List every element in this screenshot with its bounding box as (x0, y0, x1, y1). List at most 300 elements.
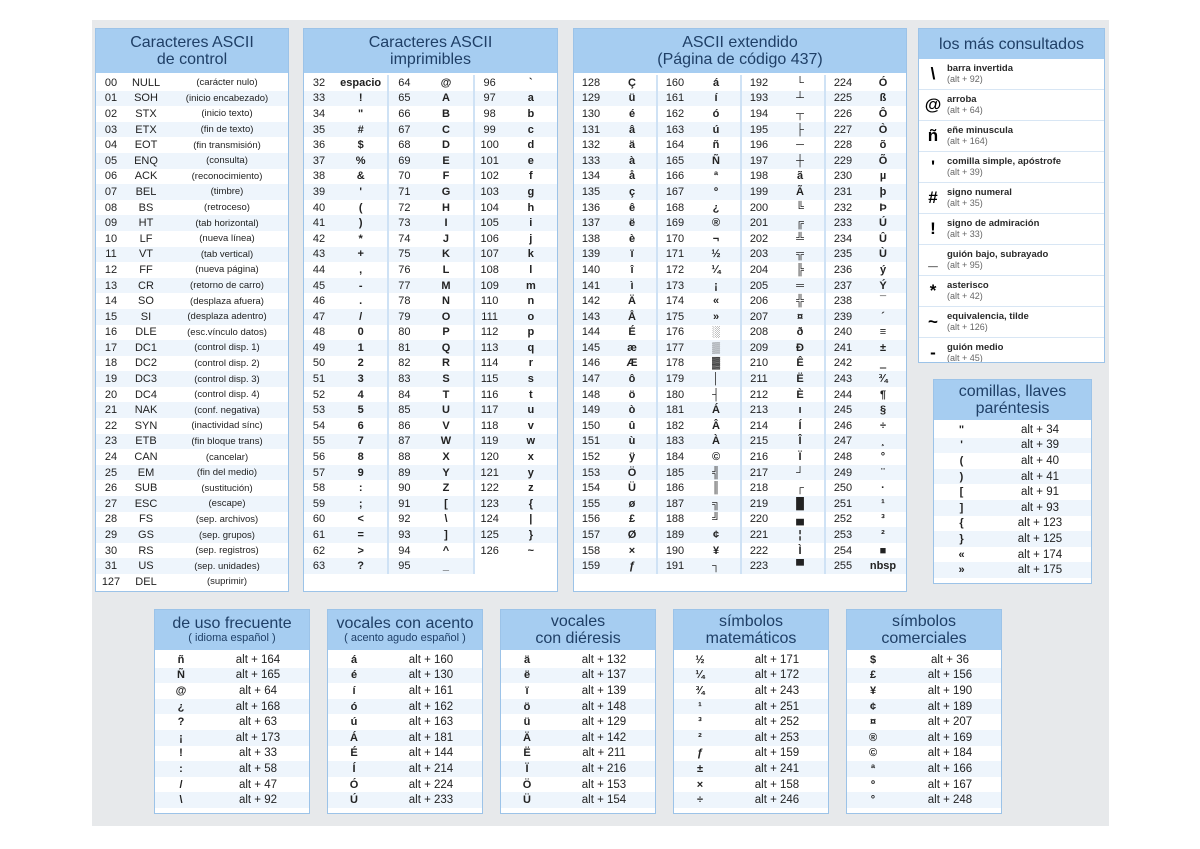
printable-code: 99 (483, 123, 496, 136)
printable-row (304, 215, 387, 231)
extended-code: 185 (665, 466, 685, 479)
printable-code: 102 (480, 170, 499, 183)
dier-char: Ä (523, 731, 531, 744)
printable-code: 112 (480, 326, 499, 339)
extended-char: Ï (798, 451, 802, 464)
extended-code: 194 (749, 107, 769, 120)
printable-char: ? (357, 560, 365, 573)
quotes-row (934, 547, 1091, 563)
extended-char: │ (712, 373, 720, 386)
printable-row (389, 309, 472, 325)
extended-row (658, 153, 740, 169)
control-code: 08 (104, 201, 118, 214)
quotes-row (934, 453, 1091, 469)
extended-char: ù (628, 435, 636, 448)
printable-row (389, 153, 472, 169)
control-abbr: US (138, 560, 154, 573)
extended-char: î (630, 263, 634, 276)
extended-row (658, 527, 740, 543)
extended-code: 221 (749, 529, 769, 542)
math-row (674, 730, 828, 746)
extended-code: 247 (833, 435, 853, 448)
extended-char: ═ (796, 279, 804, 292)
commercial-alt: alt + 36 (930, 653, 970, 666)
control-abbr: HT (138, 217, 154, 230)
accent-row (328, 761, 482, 777)
control-code: 21 (104, 404, 118, 417)
printable-char: n (527, 295, 535, 308)
extended-row (574, 512, 656, 528)
printable-row (389, 215, 472, 231)
control-row (96, 325, 288, 341)
printable-code: 71 (398, 185, 411, 198)
control-abbr: SOH (134, 92, 158, 105)
most-alt: (alt + 164) (947, 136, 988, 146)
extended-char: ¢ (712, 529, 720, 542)
printable-char: i (529, 217, 533, 230)
printable-row (389, 91, 472, 107)
printable-char: { (528, 497, 533, 510)
extended-row (742, 215, 824, 231)
extended-code: 232 (833, 201, 853, 214)
extended-char: Ö (627, 466, 637, 479)
most-title: los más consultados (939, 35, 1084, 53)
printable-row (475, 247, 557, 263)
printable-code: 124 (480, 513, 499, 526)
printable-row (304, 325, 387, 341)
math-alt: alt + 159 (754, 747, 800, 760)
printable-code: 93 (398, 529, 411, 542)
extended-char: ╠ (796, 263, 804, 276)
extended-char: ¯ (879, 295, 887, 308)
extended-code: 136 (581, 201, 601, 214)
control-code: 28 (104, 513, 118, 526)
extended-code: 254 (833, 544, 853, 557)
control-row (96, 215, 288, 231)
control-desc: (reconocimiento) (191, 170, 263, 182)
extended-char: æ (627, 341, 637, 354)
extended-code: 191 (665, 560, 685, 573)
most-label: comilla simple, apóstrofe (947, 156, 1062, 167)
printable-code: 52 (312, 388, 326, 401)
printable-char: k (527, 248, 534, 261)
extended-char: µ (879, 170, 887, 183)
extended-row (742, 91, 824, 107)
control-row (96, 293, 288, 309)
extended-char: Æ (626, 357, 638, 370)
control-abbr: EM (137, 466, 155, 479)
accent-row (328, 714, 482, 730)
most-symbol: * (929, 281, 937, 300)
printable-code: 105 (480, 217, 499, 230)
printable-row (475, 122, 557, 138)
printable-row (304, 449, 387, 465)
most-consulted-item (919, 152, 1104, 183)
extended-code: 193 (749, 92, 769, 105)
extended-char: ò (628, 404, 636, 417)
extended-row (742, 231, 824, 247)
control-desc: (sep. unidades) (194, 560, 260, 572)
extended-row (574, 75, 656, 91)
printable-code: 36 (312, 139, 326, 152)
commercial-alt: alt + 248 (927, 794, 973, 807)
control-abbr: ETX (135, 123, 157, 136)
extended-char: Ô (878, 107, 888, 120)
printable-char: } (528, 529, 533, 542)
extended-char: ± (879, 341, 887, 354)
printable-row (389, 371, 472, 387)
extended-row (742, 262, 824, 278)
most-consulted-item (919, 90, 1104, 121)
frequent-row (155, 683, 309, 699)
control-desc: (control disp. 4) (194, 389, 260, 401)
extended-char: å (628, 170, 636, 183)
extended-row (574, 169, 656, 185)
dier-row (501, 699, 655, 715)
frequent-alt: alt + 47 (238, 778, 278, 791)
math-char: ¼ (695, 669, 705, 682)
extended-row (658, 543, 740, 559)
commercial-alt: alt + 189 (927, 700, 973, 713)
extended-row (826, 293, 906, 309)
extended-char: Î (798, 435, 802, 448)
control-desc: (control disp. 3) (194, 373, 260, 385)
printable-char: v (527, 419, 534, 432)
control-abbr: NAK (134, 404, 158, 417)
control-desc: (sep. archivos) (195, 513, 259, 525)
extended-row (826, 184, 906, 200)
printable-char: s (527, 373, 534, 386)
control-row (96, 356, 288, 372)
printable-row (475, 480, 557, 496)
extended-column (742, 75, 826, 574)
extended-row (826, 262, 906, 278)
control-row (96, 512, 288, 528)
dier-title: vocales (550, 613, 606, 630)
extended-char: « (712, 295, 720, 308)
quotes-row (934, 516, 1091, 532)
control-code: 24 (104, 451, 118, 464)
extended-row (658, 293, 740, 309)
extended-code: 135 (581, 185, 601, 198)
accent-row (328, 699, 482, 715)
extended-char: └ (796, 76, 804, 89)
frequent-row (155, 777, 309, 793)
math-alt: alt + 253 (754, 731, 800, 744)
most-text (947, 63, 1013, 85)
frequent-char: ! (179, 747, 183, 760)
extended-code: 154 (581, 482, 601, 495)
printable-char: q (527, 341, 535, 354)
frequent-alt: alt + 63 (238, 716, 278, 729)
control-row (96, 449, 288, 465)
printable-row (389, 262, 472, 278)
quotes-header (934, 380, 1091, 420)
control-panel (95, 28, 289, 592)
extended-char: Ê (796, 357, 804, 370)
printable-row (475, 215, 557, 231)
printable-code: 50 (312, 357, 326, 370)
printable-row (475, 75, 557, 91)
printable-row (304, 512, 387, 528)
printable-char: : (358, 482, 363, 495)
printable-row (389, 169, 472, 185)
control-desc: (fin bloque trans) (191, 435, 263, 447)
printable-row (389, 402, 472, 418)
control-row (96, 278, 288, 294)
quotes-alt: alt + 34 (1020, 423, 1060, 436)
extended-char: Ù (879, 248, 887, 261)
commercial-char: ° (870, 794, 876, 807)
printable-char: j (529, 232, 533, 245)
quotes-char: » (958, 564, 965, 577)
printable-char: y (527, 466, 534, 479)
extended-row (574, 122, 656, 138)
control-code: 17 (104, 341, 118, 354)
extended-char: ã (796, 170, 804, 183)
extended-row (574, 215, 656, 231)
extended-code: 162 (665, 107, 685, 120)
extended-code: 251 (833, 497, 853, 510)
printable-column (304, 75, 389, 574)
extended-code: 142 (581, 295, 601, 308)
frequent-alt: alt + 173 (235, 731, 281, 744)
commercial-header (847, 610, 1001, 650)
dier-row (501, 730, 655, 746)
extended-char: ‗ (879, 357, 887, 370)
extended-char: ║ (712, 482, 720, 495)
quotes-title2: paréntesis (975, 400, 1050, 417)
most-symbol: ñ (927, 126, 939, 145)
extended-code: 177 (665, 341, 685, 354)
extended-char: ┼ (796, 154, 804, 167)
extended-code: 244 (833, 388, 853, 401)
commercial-alt: alt + 156 (927, 669, 973, 682)
extended-row (742, 247, 824, 263)
extended-char: ô (628, 373, 636, 386)
extended-row (574, 278, 656, 294)
printable-row (389, 137, 472, 153)
control-desc: (inactividad sínc) (191, 420, 263, 432)
math-char: ¹ (698, 700, 702, 713)
frequent-char: ¡ (179, 731, 183, 744)
commercial-row (847, 652, 1001, 668)
printable-row (389, 512, 472, 528)
extended-row (742, 465, 824, 481)
most-consulted-item (919, 276, 1104, 307)
extended-code: 166 (665, 170, 685, 183)
printable-char: / (359, 310, 363, 323)
printable-char: f (528, 170, 533, 183)
extended-row (742, 402, 824, 418)
math-row (674, 714, 828, 730)
printable-code: 43 (312, 248, 326, 261)
extended-row (742, 543, 824, 559)
accent-alt: alt + 160 (408, 653, 454, 666)
extended-row (826, 200, 906, 216)
printable-char: m (525, 279, 536, 292)
extended-code: 188 (665, 513, 685, 526)
extended-code: 204 (749, 263, 769, 276)
extended-char: ╬ (796, 295, 804, 308)
quotes-alt: alt + 174 (1017, 548, 1063, 561)
quotes-panel (933, 379, 1092, 584)
printable-row (475, 356, 557, 372)
extended-row (742, 184, 824, 200)
commercial-panel (846, 609, 1002, 814)
printable-row (389, 356, 472, 372)
printable-code: 67 (398, 123, 411, 136)
extended-char: · (881, 482, 885, 495)
printable-code: 49 (312, 341, 326, 354)
printable-code: 115 (480, 373, 499, 386)
commercial-char: ª (870, 762, 876, 775)
printable-row (304, 137, 387, 153)
printable-char: espacio (340, 76, 382, 89)
extended-char: ┌ (796, 482, 804, 495)
printable-code: 74 (398, 232, 411, 245)
printable-code: 104 (480, 201, 499, 214)
frequent-char: : (179, 762, 183, 775)
printable-code: 64 (398, 76, 411, 89)
printable-row (475, 371, 557, 387)
control-abbr: DC1 (134, 341, 157, 354)
commercial-char: ¤ (869, 716, 877, 729)
dier-alt: alt + 129 (581, 716, 627, 729)
printable-code: 33 (312, 92, 326, 105)
extended-char: ½ (711, 248, 721, 261)
printable-row (475, 309, 557, 325)
printable-code: 62 (312, 544, 326, 557)
dier-alt: alt + 142 (581, 731, 627, 744)
control-abbr: VT (138, 248, 154, 261)
control-code: 18 (104, 357, 118, 370)
extended-char: ¤ (796, 310, 804, 323)
extended-code: 155 (581, 497, 601, 510)
accent-char: É (350, 747, 358, 760)
extended-row (574, 231, 656, 247)
extended-code: 164 (665, 139, 685, 152)
printable-code: 109 (480, 279, 499, 292)
printable-code: 126 (480, 544, 499, 557)
extended-char: É (628, 326, 636, 339)
extended-code: 168 (665, 201, 685, 214)
extended-char: × (628, 544, 636, 557)
extended-header (574, 29, 906, 73)
extended-char: Ä (628, 295, 636, 308)
quotes-char: [ (959, 486, 964, 499)
printable-code: 65 (398, 92, 411, 105)
math-char: ± (696, 762, 704, 775)
frequent-alt: alt + 164 (235, 653, 281, 666)
extended-row (826, 434, 906, 450)
most-text (947, 311, 1029, 333)
extended-code: 218 (749, 482, 769, 495)
printable-char: ) (358, 217, 363, 230)
control-code: 12 (104, 263, 118, 276)
printable-code: 119 (480, 435, 499, 448)
printable-row (475, 293, 557, 309)
accent-row (328, 683, 482, 699)
math-char: ÷ (696, 794, 704, 807)
printable-code: 81 (398, 341, 411, 354)
accent-alt: alt + 144 (408, 747, 454, 760)
control-title2: de control (156, 51, 228, 68)
quotes-row (934, 531, 1091, 547)
control-title: Caracteres ASCII (130, 34, 254, 51)
printable-char: , (359, 263, 363, 276)
printable-char: " (358, 107, 364, 120)
extended-code: 205 (749, 279, 769, 292)
extended-char: Ë (796, 373, 804, 386)
printable-code: 116 (480, 388, 499, 401)
printable-row (304, 262, 387, 278)
extended-char: Å (628, 310, 636, 323)
accent-alt: alt + 224 (408, 778, 454, 791)
math-char: ² (698, 731, 702, 744)
extended-char: ¿ (712, 201, 720, 214)
most-text (947, 94, 983, 116)
extended-code: 148 (581, 388, 601, 401)
printable-char: l (529, 263, 533, 276)
printable-row (475, 231, 557, 247)
extended-char: ö (628, 388, 636, 401)
extended-char: ÷ (879, 419, 887, 432)
extended-code: 215 (749, 435, 769, 448)
extended-char: º (713, 185, 719, 198)
printable-code: 94 (398, 544, 411, 557)
extended-char: ú (712, 123, 720, 136)
extended-row (826, 91, 906, 107)
printable-row (475, 169, 557, 185)
dier-alt: alt + 153 (581, 778, 627, 791)
printable-row (475, 465, 557, 481)
most-label: barra invertida (947, 63, 1013, 74)
extended-code: 128 (581, 76, 601, 89)
extended-char: ² (881, 529, 885, 542)
control-code: 15 (104, 310, 118, 323)
extended-code: 230 (833, 170, 853, 183)
quotes-alt: alt + 93 (1020, 501, 1060, 514)
extended-row (574, 137, 656, 153)
control-row (96, 75, 288, 91)
math-char: ƒ (696, 747, 704, 760)
control-row (96, 371, 288, 387)
control-code: 16 (104, 326, 118, 339)
math-alt: alt + 246 (754, 794, 800, 807)
extended-code: 139 (581, 248, 601, 261)
printable-code: 63 (312, 560, 326, 573)
extended-code: 216 (749, 451, 769, 464)
extended-column (658, 75, 742, 574)
frequent-row (155, 730, 309, 746)
extended-code: 233 (833, 217, 853, 230)
most-symbol: \ (930, 64, 936, 83)
printable-row (304, 75, 387, 91)
extended-row (574, 340, 656, 356)
printable-row (304, 371, 387, 387)
printable-char: t (528, 388, 533, 401)
printable-row (389, 449, 472, 465)
extended-row (658, 106, 740, 122)
printable-code: 70 (398, 170, 411, 183)
most-text (947, 218, 1039, 240)
extended-row (826, 512, 906, 528)
commercial-title2: comerciales (881, 630, 967, 647)
extended-row (826, 340, 906, 356)
printable-row (475, 449, 557, 465)
accent-sub: ( acento agudo español ) (344, 632, 466, 644)
